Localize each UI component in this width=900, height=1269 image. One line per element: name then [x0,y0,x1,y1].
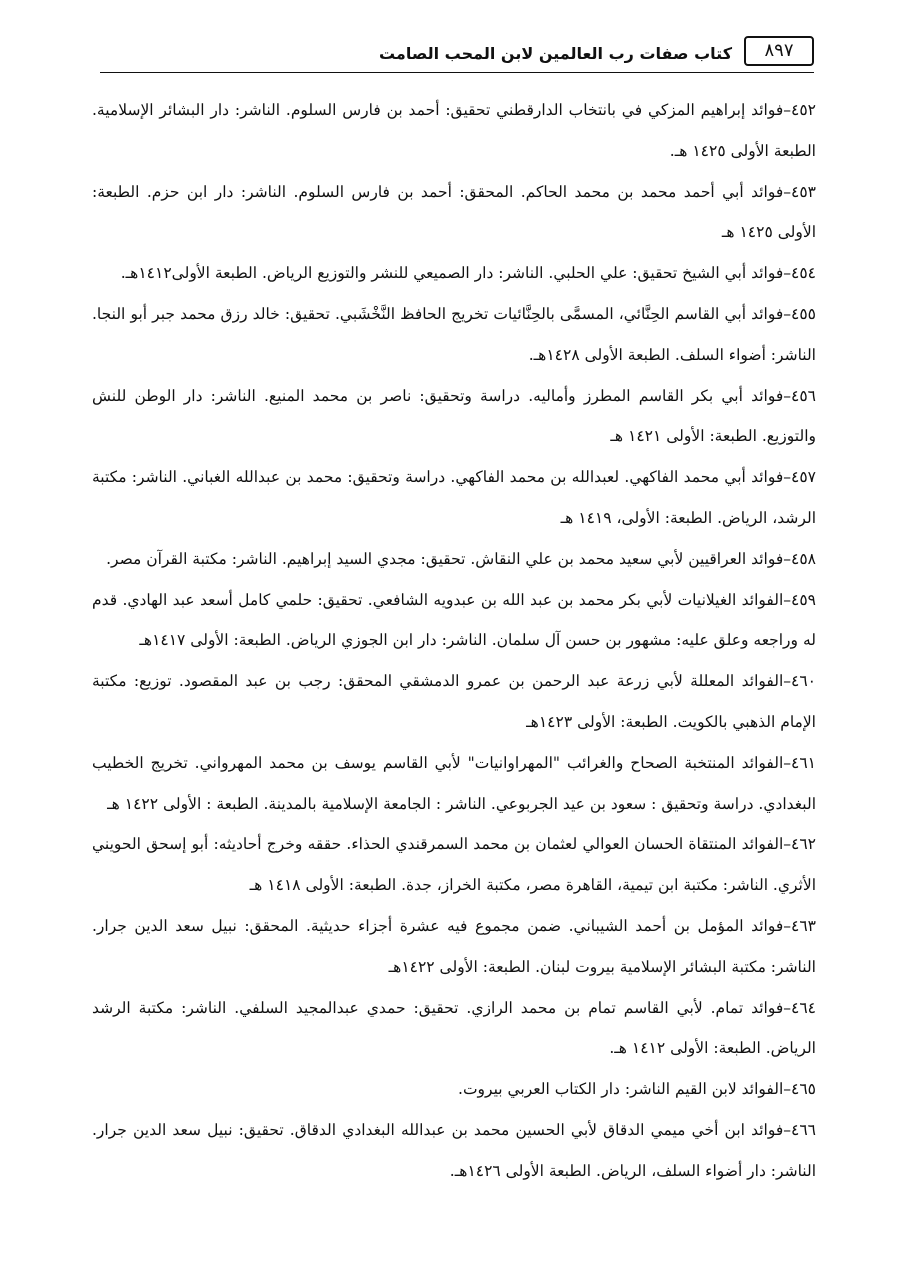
bibliography-entry: ٤٥٣–فوائد أبي أحمد محمد بن محمد الحاكم. المحقق: أحمد بن فارس السلوم. الناشر: دار ابن حزم. الطبعة: الأولى ١٤٢٥ هـ [92,182,816,242]
bibliography-entry: ٤٥٩–الفوائد الغيلانيات لأبي بكر محمد بن عبد الله بن عبدويه الشافعي. تحقيق: حلمي كامل أسعد عبد الهادي. قدم له وراجعه وعلق عليه: مشهور بن حسن آل سلمان. الناشر: دار ابن الجوزي الرياض. الطبعة: الأولى ١٤١٧هـ [92,590,816,650]
bibliography-entry: ٤٥٢–فوائد إبراهيم المزكي في بانتخاب الدارقطني تحقيق: أحمد بن فارس السلوم. الناشر: دار البشائر الإسلامية. الطبعة الأولى ١٤٢٥ هـ. [92,101,816,160]
bibliography-entry: ٤٦٠–الفوائد المعللة لأبي زرعة عبد الرحمن بن عمرو الدمشقي المحقق: رجب بن عبد المقصود. توزيع: مكتبة الإمام الذهبي بالكويت. الطبعة: الأولى ١٤٢٣هـ [92,672,816,731]
bibliography-entry: ٤٥٦–فوائد أبي بكر القاسم المطرز وأماليه. دراسة وتحقيق: ناصر بن محمد المنيع. الناشر: دار الوطن للنش والتوزيع. الطبعة: الأولى ١٤٢١ هـ [92,386,816,446]
bibliography-entry: ٤٥٤–فوائد أبي الشيخ تحقيق: علي الحلبي. الناشر: دار الصميعي للنشر والتوزيع الرياض. الطبعة الأولى١٤١٢هـ. [120,264,816,283]
book-title: كتاب صفات رب العالمين لابن المحب الصامت [378,44,732,63]
bibliography-entry: ٤٦٦–فوائد ابن أخي ميمي الدقاق لأبي الحسين محمد بن عبدالله البغدادي الدقاق. تحقيق: نبيل سعد الدين جرار. الناشر: دار أضواء السلف، الرياض. الطبعة الأولى ١٤٢٦هـ. [92,1120,816,1180]
bibliography-entry: ٤٦١–الفوائد المنتخبة الصحاح والغرائب "المهراوانيات" لأبي القاسم يوسف بن محمد المهرواني. تخريج الخطيب البغدادي. دراسة وتحقيق : سعود بن عيد الجربوعي. الناشر : الجامعة الإسلامية بالمدينة. الطبعة : الأولى ١٤٢٢ هـ [92,753,816,813]
page-number: ٨٩٧ [744,36,814,66]
bibliography-entry: ٤٥٨–فوائد العراقيين لأبي سعيد محمد بن علي النقاش. تحقيق: مجدي السيد إبراهيم. الناشر: مكتبة القرآن مصر. [106,549,816,568]
bibliography-entry: ٤٦٥–الفوائد لابن القيم الناشر: دار الكتاب العربي بيروت. [458,1080,816,1099]
bibliography-entry: ٤٥٧–فوائد أبي محمد الفاكهي. لعبدالله بن محمد الفاكهي. دراسة وتحقيق: محمد بن عبدالله الغباني. الناشر: مكتبة الرشد، الرياض. الطبعة: الأولى، ١٤١٩ هـ [92,468,816,527]
bibliography-list [92,90,816,1192]
bibliography-entry: ٤٦٣–فوائد المؤمل بن أحمد الشيباني. ضمن مجموع فيه عشرة أجزاء حديثية. المحقق: نبيل سعد الدين جرار. الناشر: مكتبة البشائر الإسلامية بيروت لبنان. الطبعة: الأولى ١٤٢٢هـ [92,916,816,976]
page-header [100,36,814,76]
bibliography-entry: ٤٦٤–فوائد تمام. لأبي القاسم تمام بن محمد الرازي. تحقيق: حمدي عبدالمجيد السلفي. الناشر: مكتبة الرشد الرياض. الطبعة: الأولى ١٤١٢ هـ. [92,998,816,1058]
bibliography-entry: ٤٥٥–فوائد أبي القاسم الحِنَّائي، المسمَّى بالحِنَّائيات تخريج الحافظ النَّخْشَبي. تحقيق: خالد رزق محمد جبر أبو النجا. الناشر: أضواء السلف. الطبعة الأولى ١٤٢٨هـ. [92,304,816,364]
bibliography-entry: ٤٦٢–الفوائد المنتقاة الحسان العوالي لعثمان بن محمد السمرقندي الحذاء. حققه وخرج أحاديثه: أبو إسحق الحويني الأثري. الناشر: مكتبة ابن تيمية، القاهرة مصر، مكتبة الخراز، جدة. الطبعة: الأولى ١٤١٨ هـ [92,835,816,895]
header-divider [100,72,814,73]
